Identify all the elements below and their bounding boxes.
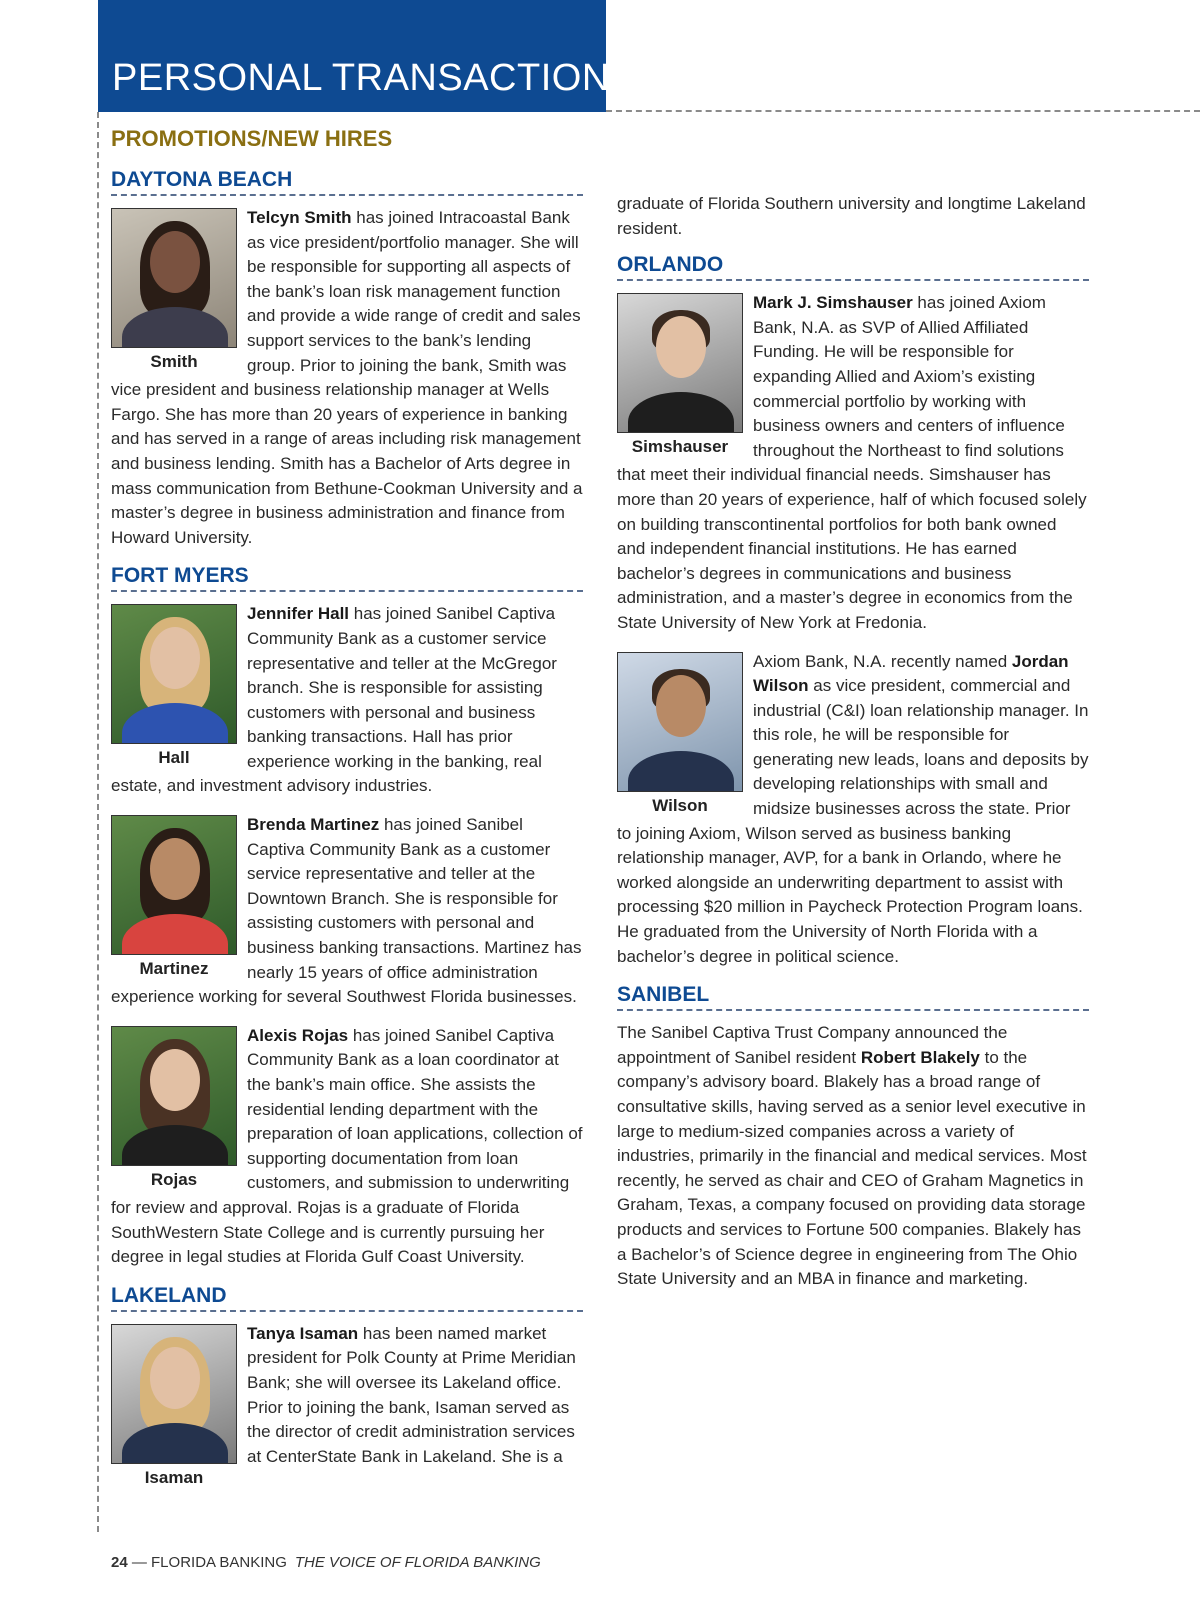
person-name-wilson: Jordan Wilson: [753, 651, 1069, 696]
person-name-martinez: Brenda Martinez: [247, 815, 380, 835]
figure-hall: [111, 604, 237, 768]
photo-isaman: [111, 1324, 237, 1464]
person-name-blakely: Robert Blakely: [860, 1047, 980, 1067]
figure-rojas: [111, 1026, 237, 1190]
article-text-isaman: has been named market president for Polk County at Prime Meridian Bank; she will oversee its Lakeland office. Prior to joining the bank, Isaman served as the director of credit administration services at CenterState Bank in Lakeland. She is a: [247, 1323, 576, 1466]
header-band: [98, 0, 636, 112]
photo-body: [122, 703, 228, 744]
photo-face: [656, 316, 706, 378]
entry-smith: [111, 206, 583, 550]
header-divider: [606, 110, 1200, 112]
city-heading-fort-myers: FORT MYERS: [111, 564, 583, 592]
person-name-smith: Telcyn Smith: [247, 208, 352, 227]
photo-face: [150, 838, 200, 900]
photo-body: [122, 1125, 228, 1166]
photo-face: [656, 675, 706, 737]
photo-body: [122, 307, 228, 348]
article-text-rojas: has joined Sanibel Captiva Community Bank as a loan coordinator at the bank’s main office. She assists the residential lending department with the preparation of loan applications, collection of supporting documentation from loan customers, and submission to underwriting for review and approval. Rojas is a graduate of Florida SouthWestern State College and is currently pursuing her degree in legal studies at Florida Gulf Coast University.: [111, 1025, 583, 1267]
photo-body: [122, 914, 228, 955]
photo-caption-simshauser: Simshauser: [631, 437, 729, 457]
photo-wilson: [617, 652, 743, 792]
entry-isaman: [111, 1322, 583, 1488]
article-text-simshauser: has joined Axiom Bank, N.A. as SVP of Allied Affiliated Funding. He will be responsible for expanding Allied and Axiom’s existing commercial portfolio by working with business owners and centers of influence throughout the Northeast to find solutions that meet their individual financial needs. Simshauser has more than 20 years of experience, half of which focused solely on building transcontinental portfolios for both bank owned and independent financial institutions. He has earned bachelor’s degrees in communications and business administration, and a master’s degree in economics from the State University of New York at Fredonia.: [617, 293, 1087, 632]
photo-smith: [111, 208, 237, 348]
photo-body: [628, 392, 734, 433]
photo-caption-martinez: Martinez: [139, 959, 209, 979]
photo-face: [150, 627, 200, 689]
article-text-wilson: as vice president, commercial and industrial (C&I) loan relationship manager. In this role, he will be responsible for generating new leads, loans and deposits by developing relationships with small and midsize businesses across the state. Prior to joining Axiom, Wilson served as business banking relationship manager, AVP, for a bank in Orlando, where he worked alongside an underwriting department to assist with processing $20 million in Paycheck Protection Program loans. He graduated from the University of North Florida with a bachelor’s degree in political science.: [617, 676, 1089, 966]
photo-martinez: [111, 815, 237, 955]
figure-smith: [111, 208, 237, 372]
photo-hall: [111, 604, 237, 744]
photo-body: [122, 1423, 228, 1464]
figure-isaman: [111, 1324, 237, 1488]
photo-simshauser: [617, 293, 743, 433]
page-number: 24: [111, 1554, 128, 1571]
article-blakely: [617, 1021, 1089, 1292]
publication-tagline: THE VOICE OF FLORIDA BANKING: [294, 1554, 541, 1571]
photo-face: [150, 1347, 200, 1409]
entry-martinez: [111, 813, 583, 1010]
figure-martinez: [111, 815, 237, 979]
publication-name: — FLORIDA BANKING: [127, 1554, 287, 1571]
city-heading-orlando: ORLANDO: [617, 253, 1089, 281]
left-divider: [97, 112, 99, 1532]
section-title: PROMOTIONS/NEW HIRES: [111, 126, 393, 151]
person-name-simshauser: Mark J. Simshauser: [753, 293, 913, 313]
article-lead-wilson: Axiom Bank, N.A. recently named: [753, 651, 1012, 671]
figure-simshauser: [617, 293, 743, 457]
photo-rojas: [111, 1026, 237, 1166]
city-heading-lakeland: LAKELAND: [111, 1284, 583, 1312]
photo-caption-hall: Hall: [158, 748, 190, 768]
person-name-rojas: Alexis Rojas: [247, 1025, 349, 1045]
city-heading-daytona: DAYTONA BEACH: [111, 168, 583, 196]
article-text-hall: has joined Sanibel Captiva Community Bank as a customer service representative and teller at the McGregor branch. She is responsible for assisting customers with personal and business banking transactions. Hall has prior experience working in the banking, real estate, and investment advisory industries.: [111, 604, 557, 796]
photo-caption-smith: Smith: [150, 352, 198, 371]
page-title: PERSONAL TRANSACTIONS: [112, 57, 636, 99]
article-text-blakely: to the company’s advisory board. Blakely has a broad range of consultative skills, having served as a senior level executive in large to medium-sized companies across a variety of industries, primarily in the financial and medical services. Most recently, he served as chair and CEO of Graham Magnetics in Graham, Texas, a company focused on providing data storage products and services to Fortune 500 companies. Blakely has a Bachelor’s of Science degree in engineering from The Ohio State University and an MBA in finance and marketing.: [617, 1047, 1087, 1289]
page-footer: [111, 1554, 541, 1571]
article-continued-isaman: graduate of Florida Southern university and longtime Lakeland resident.: [617, 194, 1086, 238]
entry-wilson: [617, 650, 1089, 970]
person-name-hall: Jennifer Hall: [247, 604, 350, 624]
photo-caption-wilson: Wilson: [652, 795, 708, 815]
person-name-isaman: Tanya Isaman: [247, 1323, 359, 1343]
left-column: [111, 168, 583, 1502]
photo-body: [628, 751, 734, 792]
photo-caption-isaman: Isaman: [144, 1467, 204, 1487]
article-text-martinez: has joined Sanibel Captiva Community Bank as a customer service representative and teller at the Downtown Branch. She is responsible for assisting customers with personal and business banking transactions. Martinez has nearly 15 years of office administration experience working for several Southwest Florida businesses.: [111, 815, 582, 1007]
entry-rojas: [111, 1024, 583, 1270]
right-column: [617, 192, 1089, 1292]
city-heading-sanibel: SANIBEL: [617, 983, 1089, 1011]
entry-hall: [111, 602, 583, 799]
entry-simshauser: [617, 291, 1089, 635]
article-text-smith: has joined Intracoastal Bank as vice president/portfolio manager. She will be responsible for supporting all aspects of the bank’s loan risk management function and provide a wide range of credit and sales support services to the bank’s lending group. Prior to joining the bank, Smith was vice president and business relationship manager at Wells Fargo. She has more than 20 years of experience in banking and has served in a range of areas including risk management and business lending. Smith has a Bachelor of Arts degree in mass communication from Bethune-Cookman University and a master’s degree in business administration and finance from Howard University.: [111, 208, 583, 547]
photo-face: [150, 231, 200, 293]
photo-caption-rojas: Rojas: [150, 1169, 198, 1189]
photo-face: [150, 1049, 200, 1111]
figure-wilson: [617, 652, 743, 816]
article-lead-blakely: The Sanibel Captiva Trust Company announced the appointment of Sanibel resident: [617, 1023, 1008, 1067]
